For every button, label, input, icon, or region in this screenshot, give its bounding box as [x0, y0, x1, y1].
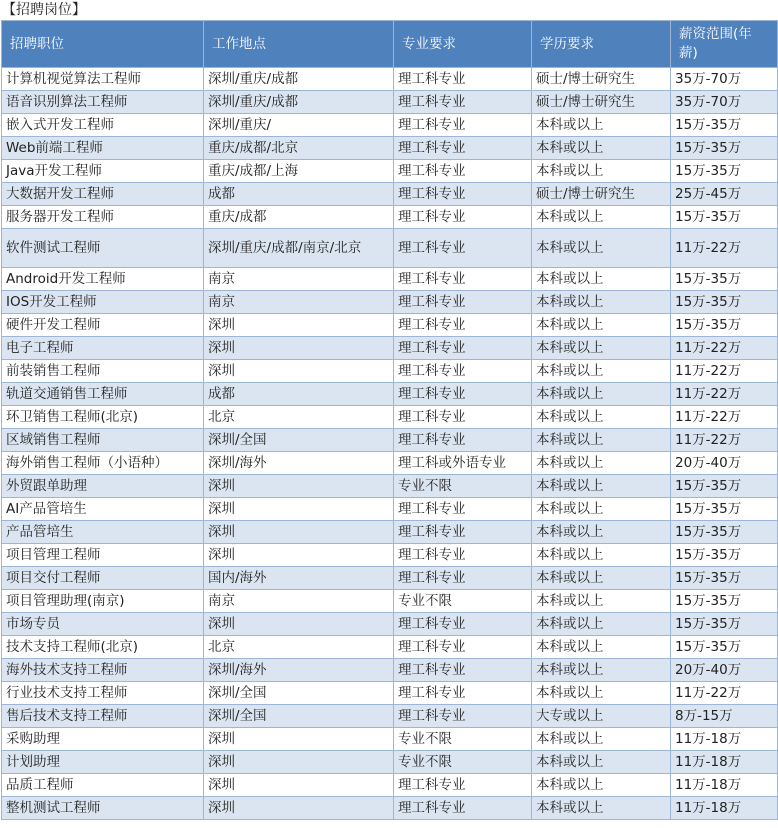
cell-education: 本科或以上: [532, 682, 671, 705]
cell-major: 理工科专业: [394, 137, 532, 160]
cell-salary: 11万-22万: [671, 406, 778, 429]
cell-position: 项目管理工程师: [2, 544, 204, 567]
cell-salary: 15万-35万: [671, 498, 778, 521]
cell-location: 深圳: [204, 475, 394, 498]
cell-education: 本科或以上: [532, 475, 671, 498]
table-row: [2, 659, 778, 682]
cell-position: 海外销售工程师（小语种）: [2, 452, 204, 475]
cell-education: 本科或以上: [532, 406, 671, 429]
cell-location: 重庆/成都/北京: [204, 137, 394, 160]
cell-position: 整机测试工程师: [2, 797, 204, 820]
table-row: [2, 314, 778, 337]
table-row: [2, 705, 778, 728]
table-row: [2, 383, 778, 406]
cell-education: 本科或以上: [532, 337, 671, 360]
cell-salary: 15万-35万: [671, 544, 778, 567]
table-row: [2, 183, 778, 206]
table-row: [2, 613, 778, 636]
cell-education: 本科或以上: [532, 613, 671, 636]
job-table: [1, 20, 778, 820]
table-row: [2, 774, 778, 797]
cell-location: 南京: [204, 268, 394, 291]
cell-education: 硕士/博士研究生: [532, 183, 671, 206]
cell-salary: 11万-22万: [671, 429, 778, 452]
cell-major: 理工科专业: [394, 567, 532, 590]
table-row: [2, 68, 778, 91]
cell-education: 硕士/博士研究生: [532, 68, 671, 91]
section-title: 【招聘岗位】: [2, 2, 86, 18]
cell-major: 理工科专业: [394, 613, 532, 636]
cell-education: 本科或以上: [532, 429, 671, 452]
cell-education: 本科或以上: [532, 160, 671, 183]
cell-position: Android开发工程师: [2, 268, 204, 291]
cell-location: 南京: [204, 590, 394, 613]
cell-education: 本科或以上: [532, 728, 671, 751]
cell-position: 计划助理: [2, 751, 204, 774]
table-row: [2, 206, 778, 229]
cell-location: 成都: [204, 383, 394, 406]
cell-location: 深圳: [204, 544, 394, 567]
cell-position: 电子工程师: [2, 337, 204, 360]
cell-major: 理工科专业: [394, 160, 532, 183]
cell-location: 深圳: [204, 797, 394, 820]
cell-major: 理工科专业: [394, 114, 532, 137]
cell-position: 售后技术支持工程师: [2, 705, 204, 728]
header-education: 学历要求: [532, 21, 671, 68]
cell-salary: 11万-18万: [671, 728, 778, 751]
cell-position: 前装销售工程师: [2, 360, 204, 383]
cell-salary: 15万-35万: [671, 590, 778, 613]
cell-major: 理工科专业: [394, 774, 532, 797]
cell-position: 产品管培生: [2, 521, 204, 544]
table-row: [2, 291, 778, 314]
cell-position: 轨道交通销售工程师: [2, 383, 204, 406]
cell-salary: 11万-22万: [671, 337, 778, 360]
cell-major: 理工科专业: [394, 360, 532, 383]
cell-education: 本科或以上: [532, 137, 671, 160]
cell-salary: 20万-40万: [671, 659, 778, 682]
table-row: [2, 229, 778, 268]
cell-major: 理工科专业: [394, 229, 532, 268]
cell-education: 大专或以上: [532, 705, 671, 728]
table-row: [2, 475, 778, 498]
cell-major: 理工科专业: [394, 91, 532, 114]
cell-position: 海外技术支持工程师: [2, 659, 204, 682]
cell-education: 本科或以上: [532, 567, 671, 590]
table-row: [2, 360, 778, 383]
cell-education: 本科或以上: [532, 206, 671, 229]
cell-education: 本科或以上: [532, 452, 671, 475]
cell-education: 本科或以上: [532, 659, 671, 682]
cell-position: 技术支持工程师(北京): [2, 636, 204, 659]
cell-position: 行业技术支持工程师: [2, 682, 204, 705]
cell-major: 理工科专业: [394, 682, 532, 705]
cell-position: AI产品管培生: [2, 498, 204, 521]
cell-major: 专业不限: [394, 590, 532, 613]
cell-salary: 11万-22万: [671, 383, 778, 406]
cell-salary: 11万-18万: [671, 751, 778, 774]
cell-education: 硕士/博士研究生: [532, 91, 671, 114]
table-row: [2, 137, 778, 160]
cell-salary: 15万-35万: [671, 475, 778, 498]
cell-position: 计算机视觉算法工程师: [2, 68, 204, 91]
cell-education: 本科或以上: [532, 636, 671, 659]
cell-education: 本科或以上: [532, 229, 671, 268]
cell-location: 南京: [204, 291, 394, 314]
cell-major: 理工科专业: [394, 206, 532, 229]
cell-location: 深圳/海外: [204, 452, 394, 475]
cell-major: 理工科专业: [394, 797, 532, 820]
cell-location: 深圳/全国: [204, 705, 394, 728]
cell-position: 大数据开发工程师: [2, 183, 204, 206]
cell-position: 服务器开发工程师: [2, 206, 204, 229]
cell-major: 理工科专业: [394, 498, 532, 521]
cell-major: 理工科专业: [394, 705, 532, 728]
cell-major: 理工科专业: [394, 429, 532, 452]
table-row: [2, 797, 778, 820]
table-row: [2, 406, 778, 429]
cell-location: 深圳: [204, 360, 394, 383]
cell-education: 本科或以上: [532, 751, 671, 774]
table-body: [2, 68, 778, 820]
cell-education: 本科或以上: [532, 268, 671, 291]
cell-position: 项目交付工程师: [2, 567, 204, 590]
table-header-row: [2, 21, 778, 68]
cell-location: 深圳: [204, 498, 394, 521]
cell-location: 深圳: [204, 337, 394, 360]
table-row: [2, 590, 778, 613]
table-row: [2, 91, 778, 114]
cell-major: 理工科或外语专业: [394, 452, 532, 475]
cell-location: 深圳/全国: [204, 429, 394, 452]
cell-major: 专业不限: [394, 475, 532, 498]
cell-position: 环卫销售工程师(北京): [2, 406, 204, 429]
cell-location: 深圳: [204, 314, 394, 337]
cell-position: 硬件开发工程师: [2, 314, 204, 337]
cell-major: 理工科专业: [394, 659, 532, 682]
cell-salary: 15万-35万: [671, 521, 778, 544]
cell-education: 本科或以上: [532, 360, 671, 383]
cell-major: 专业不限: [394, 728, 532, 751]
cell-salary: 11万-22万: [671, 682, 778, 705]
table-row: [2, 682, 778, 705]
cell-location: 北京: [204, 636, 394, 659]
cell-salary: 15万-35万: [671, 114, 778, 137]
cell-position: 采购助理: [2, 728, 204, 751]
cell-salary: 15万-35万: [671, 567, 778, 590]
cell-location: 深圳: [204, 751, 394, 774]
table-row: [2, 521, 778, 544]
table-row: [2, 751, 778, 774]
table-row: [2, 337, 778, 360]
table-row: [2, 160, 778, 183]
cell-major: 理工科专业: [394, 544, 532, 567]
cell-salary: 15万-35万: [671, 206, 778, 229]
cell-salary: 11万-18万: [671, 797, 778, 820]
cell-position: Web前端工程师: [2, 137, 204, 160]
table-row: [2, 452, 778, 475]
cell-position: IOS开发工程师: [2, 291, 204, 314]
cell-location: 深圳/海外: [204, 659, 394, 682]
cell-major: 理工科专业: [394, 68, 532, 91]
cell-major: 理工科专业: [394, 183, 532, 206]
cell-education: 本科或以上: [532, 291, 671, 314]
cell-salary: 25万-45万: [671, 183, 778, 206]
cell-major: 理工科专业: [394, 268, 532, 291]
cell-location: 深圳/重庆/成都/南京/北京: [204, 229, 394, 268]
cell-major: 理工科专业: [394, 291, 532, 314]
cell-education: 本科或以上: [532, 314, 671, 337]
header-salary: 薪资范围(年薪): [671, 21, 778, 68]
table-row: [2, 114, 778, 137]
cell-salary: 11万-18万: [671, 774, 778, 797]
cell-salary: 8万-15万: [671, 705, 778, 728]
cell-salary: 15万-35万: [671, 314, 778, 337]
cell-major: 理工科专业: [394, 383, 532, 406]
cell-salary: 15万-35万: [671, 160, 778, 183]
header-location: 工作地点: [204, 21, 394, 68]
cell-location: 重庆/成都: [204, 206, 394, 229]
cell-location: 深圳/重庆/: [204, 114, 394, 137]
cell-education: 本科或以上: [532, 590, 671, 613]
cell-salary: 15万-35万: [671, 137, 778, 160]
cell-location: 重庆/成都/上海: [204, 160, 394, 183]
cell-education: 本科或以上: [532, 774, 671, 797]
cell-major: 理工科专业: [394, 406, 532, 429]
table-row: [2, 268, 778, 291]
cell-salary: 11万-22万: [671, 360, 778, 383]
cell-salary: 15万-35万: [671, 636, 778, 659]
table-row: [2, 498, 778, 521]
cell-salary: 15万-35万: [671, 613, 778, 636]
cell-location: 深圳/全国: [204, 682, 394, 705]
cell-position: 区域销售工程师: [2, 429, 204, 452]
cell-salary: 15万-35万: [671, 268, 778, 291]
cell-education: 本科或以上: [532, 383, 671, 406]
cell-education: 本科或以上: [532, 521, 671, 544]
cell-salary: 20万-40万: [671, 452, 778, 475]
cell-major: 理工科专业: [394, 314, 532, 337]
table-row: [2, 544, 778, 567]
cell-education: 本科或以上: [532, 797, 671, 820]
cell-location: 深圳: [204, 728, 394, 751]
cell-location: 深圳/重庆/成都: [204, 91, 394, 114]
cell-position: Java开发工程师: [2, 160, 204, 183]
table-row: [2, 728, 778, 751]
cell-position: 软件测试工程师: [2, 229, 204, 268]
cell-position: 品质工程师: [2, 774, 204, 797]
cell-location: 国内/海外: [204, 567, 394, 590]
table-row: [2, 636, 778, 659]
table-row: [2, 567, 778, 590]
cell-major: 理工科专业: [394, 636, 532, 659]
cell-salary: 35万-70万: [671, 68, 778, 91]
cell-salary: 35万-70万: [671, 91, 778, 114]
header-position: 招聘职位: [2, 21, 204, 68]
cell-salary: 11万-22万: [671, 229, 778, 268]
cell-position: 项目管理助理(南京): [2, 590, 204, 613]
cell-position: 嵌入式开发工程师: [2, 114, 204, 137]
cell-education: 本科或以上: [532, 498, 671, 521]
cell-location: 北京: [204, 406, 394, 429]
cell-position: 市场专员: [2, 613, 204, 636]
header-major: 专业要求: [394, 21, 532, 68]
cell-location: 深圳/重庆/成都: [204, 68, 394, 91]
cell-position: 外贸跟单助理: [2, 475, 204, 498]
cell-location: 成都: [204, 183, 394, 206]
cell-location: 深圳: [204, 774, 394, 797]
cell-position: 语音识别算法工程师: [2, 91, 204, 114]
cell-education: 本科或以上: [532, 114, 671, 137]
cell-major: 理工科专业: [394, 337, 532, 360]
table-row: [2, 429, 778, 452]
cell-major: 理工科专业: [394, 521, 532, 544]
cell-major: 专业不限: [394, 751, 532, 774]
cell-education: 本科或以上: [532, 544, 671, 567]
cell-location: 深圳: [204, 613, 394, 636]
cell-location: 深圳: [204, 521, 394, 544]
cell-salary: 15万-35万: [671, 291, 778, 314]
